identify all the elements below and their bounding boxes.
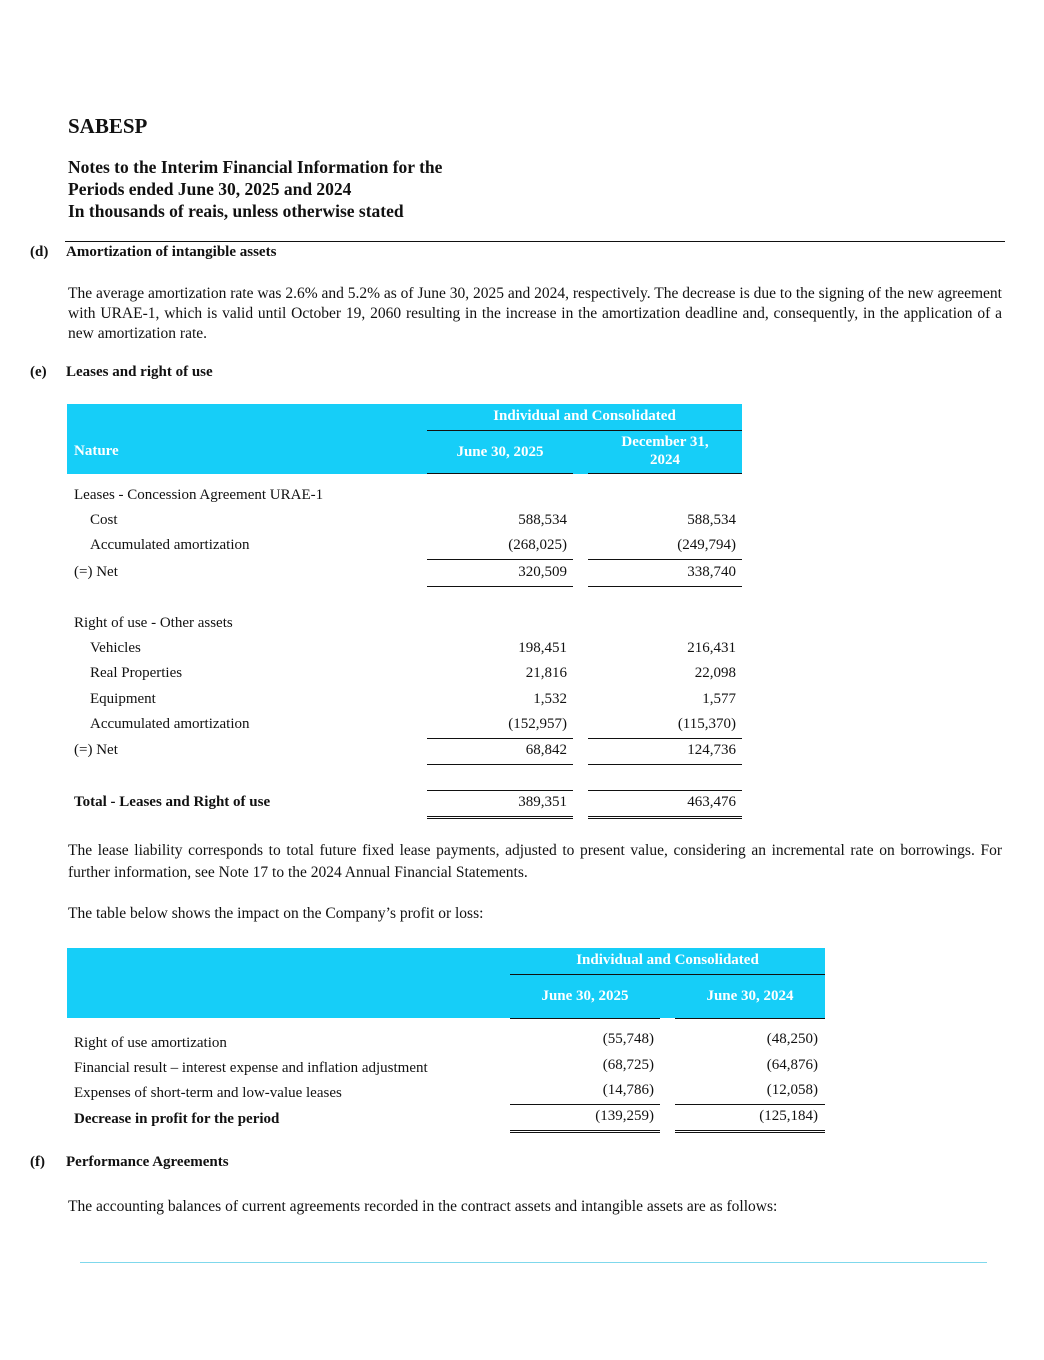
group-header-rule: [427, 430, 742, 431]
table-cell: (152,957): [508, 716, 567, 732]
table-cell: 389,351: [518, 794, 567, 810]
table-row-label: Expenses of short-term and low-value leases: [74, 1085, 342, 1101]
table-cell: (249,794): [677, 537, 736, 553]
col1-header-rule: [510, 1018, 660, 1019]
section-d-text: The average amortization rate was 2.6% and 5.2% as of June 30, 2025 and 2024, respectively. The decrease is due to the signing of the new agreement with URAE-1, which is valid until October 19, 2060 resulting in the increase in the amortization deadline and, consequently, in the application of a new amortization rate.: [68, 285, 1002, 342]
table-row-label: Right of use - Other assets: [74, 615, 233, 631]
report-title-line-3: In thousands of reais, unless otherwise stated: [68, 201, 404, 221]
col2-header-rule: [588, 473, 742, 474]
section-e-label: (e): [30, 364, 47, 380]
section-f-label: (f): [30, 1154, 45, 1170]
table-cell: 463,476: [687, 794, 736, 810]
table-cell: 124,736: [687, 742, 736, 758]
lease-liability-text: The lease liability corresponds to total future fixed lease payments, adjusted to present value, considering an incremental rate on borrowings. For further information, see Note 17 to the 2024 Annual Financial Statements.: [68, 842, 1002, 881]
group-header-rule: [510, 974, 825, 975]
section-e-title: Leases and right of use: [66, 364, 213, 380]
table-row-label: (=) Net: [74, 742, 118, 758]
table-cell: 216,431: [687, 640, 736, 656]
col1-header-rule: [427, 473, 573, 474]
section-d-title: Amortization of intangible assets: [66, 244, 277, 260]
subtotal-rule: [510, 1104, 660, 1105]
section-d-label: (d): [30, 244, 49, 260]
section-f-title: Performance Agreements: [66, 1154, 229, 1170]
column-header-nature: Nature: [74, 443, 119, 459]
column-header-june-2025: June 30, 2025: [456, 444, 544, 460]
table-cell: 338,740: [687, 564, 736, 580]
subtotal-rule: [588, 559, 742, 560]
group-header: Individual and Consolidated: [493, 408, 676, 424]
table-row-label: (=) Net: [74, 564, 118, 580]
table-row-label: Leases - Concession Agreement URAE-1: [74, 487, 324, 503]
table-row-label: Accumulated amortization: [90, 537, 250, 553]
section-f-text: The accounting balances of current agreements recorded in the contract assets and intangible assets are as follows:: [68, 1198, 778, 1215]
table-row-label: Vehicles: [90, 640, 141, 656]
table-cell: (14,786): [602, 1082, 654, 1098]
subtotal-rule: [427, 559, 573, 560]
table-cell: (268,025): [508, 537, 567, 553]
subtotal-rule: [427, 764, 573, 765]
report-title-line-2: Periods ended June 30, 2025 and 2024: [68, 179, 352, 199]
company-name: SABESP: [68, 114, 148, 138]
table-row-label: Financial result – interest expense and inflation adjustment: [74, 1060, 428, 1076]
table-cell: 21,816: [525, 665, 567, 681]
footer-divider: [80, 1262, 987, 1263]
total-double-rule: [675, 1130, 825, 1133]
table-cell: 1,532: [533, 691, 567, 707]
total-row-label: Decrease in profit for the period: [74, 1111, 280, 1127]
subtotal-rule: [588, 738, 742, 739]
total-top-rule: [588, 790, 742, 791]
table-cell: (55,748): [602, 1031, 654, 1047]
subtotal-rule: [588, 764, 742, 765]
table-cell: (12,058): [766, 1082, 818, 1098]
table-cell: 320,509: [518, 564, 567, 580]
column-header-dec-2024-line1: December 31,: [621, 434, 709, 450]
total-double-rule: [427, 816, 573, 819]
subtotal-rule: [427, 738, 573, 739]
column-header-june-2024: June 30, 2024: [706, 988, 794, 1004]
total-row-label: Total - Leases and Right of use: [74, 794, 271, 810]
table-cell: 588,534: [687, 512, 736, 528]
group-header: Individual and Consolidated: [576, 952, 759, 968]
table-row-label: Accumulated amortization: [90, 716, 250, 732]
table-cell: 68,842: [525, 742, 567, 758]
table-cell: (68,725): [602, 1057, 654, 1073]
table-cell: 588,534: [518, 512, 567, 528]
column-header-june-2025: June 30, 2025: [541, 988, 629, 1004]
total-top-rule: [427, 790, 573, 791]
table-cell: (139,259): [595, 1108, 654, 1124]
table-row-label: Equipment: [90, 691, 156, 707]
table-cell: (48,250): [766, 1031, 818, 1047]
impact-intro-text: The table below shows the impact on the Company’s profit or loss:: [68, 905, 484, 922]
column-header-dec-2024-line2: 2024: [650, 452, 680, 468]
report-title-line-1: Notes to the Interim Financial Information for the: [68, 157, 443, 177]
table-cell: (125,184): [759, 1108, 818, 1124]
table-cell: (115,370): [677, 716, 736, 732]
table-cell: (64,876): [766, 1057, 818, 1073]
table-row-label: Real Properties: [90, 665, 183, 681]
total-double-rule: [588, 816, 742, 819]
header-divider: [65, 241, 1005, 242]
table-row-label: Right of use amortization: [74, 1035, 227, 1051]
table-cell: 22,098: [694, 665, 736, 681]
table-row-label: Cost: [90, 512, 118, 528]
total-double-rule: [510, 1130, 660, 1133]
subtotal-rule: [675, 1104, 825, 1105]
table-cell: 1,577: [702, 691, 736, 707]
subtotal-rule: [588, 586, 742, 587]
table-cell: 198,451: [518, 640, 567, 656]
col2-header-rule: [675, 1018, 825, 1019]
subtotal-rule: [427, 586, 573, 587]
